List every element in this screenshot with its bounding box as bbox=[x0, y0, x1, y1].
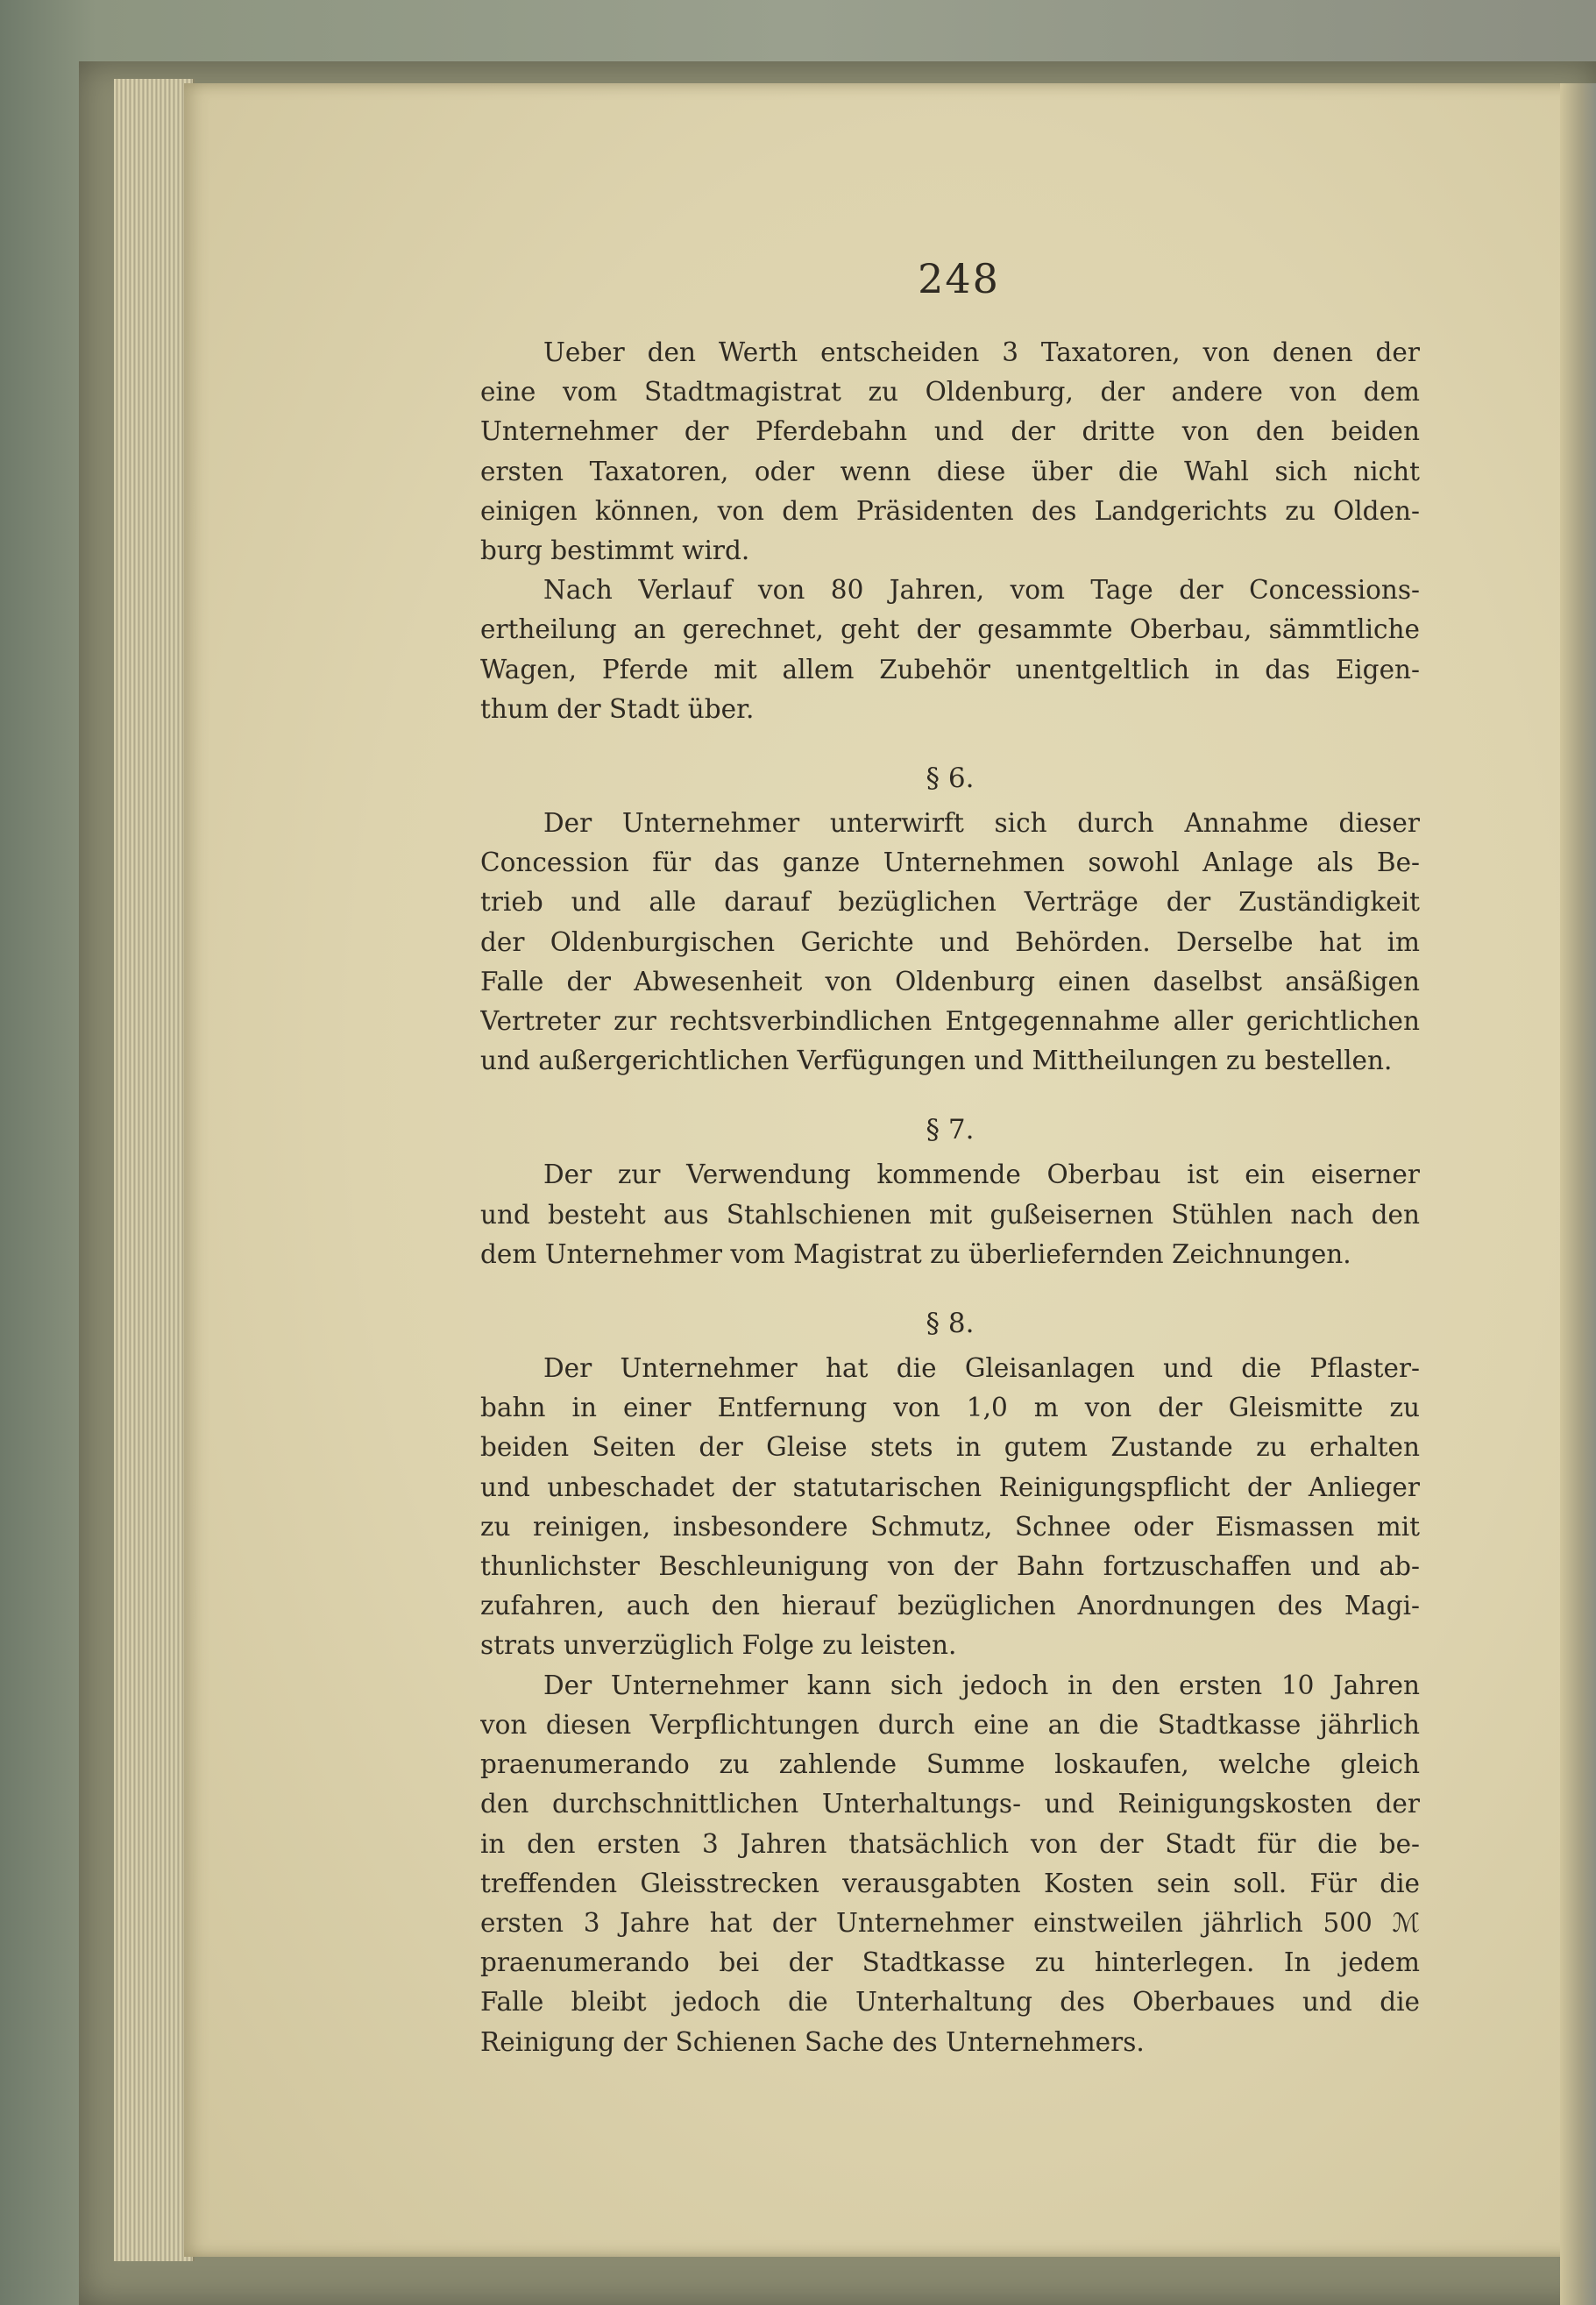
text-line: in den ersten 3 Jahren thatsächlich von der Stadt für die be- bbox=[480, 1828, 1420, 1859]
text-line: Wagen, Pferde mit allem Zubehör unentgeltlich in das Eigen- bbox=[480, 654, 1420, 684]
text-line: trieb und alle darauf bezüglichen Verträge der Zuständigkeit bbox=[480, 887, 1420, 918]
text-line: Nach Verlauf von 80 Jahren, vom Tage der Concessions- bbox=[543, 575, 1420, 606]
text-line: praenumerando zu zahlende Summe loskaufen, welche gleich bbox=[480, 1749, 1420, 1780]
section-heading: § 7. bbox=[926, 1114, 975, 1146]
text-line: und unbeschadet der statutarischen Reinigungspflicht der Anlieger bbox=[480, 1472, 1420, 1502]
paragraph bbox=[480, 1155, 1420, 1274]
paragraph bbox=[480, 1349, 1420, 1666]
text-line: von diesen Verpflichtungen durch eine an die Stadtkasse jährlich bbox=[480, 1709, 1420, 1740]
paragraph bbox=[480, 1666, 1420, 2062]
page-text-block bbox=[480, 252, 1420, 2062]
text-line: Reinigung der Schienen Sache des Unternehmers. bbox=[480, 2026, 1145, 2057]
text-line: einigen können, von dem Präsidenten des Landgerichts zu Olden- bbox=[480, 495, 1420, 526]
text-line: thum der Stadt über. bbox=[480, 693, 755, 724]
text-line: der Oldenburgischen Gerichte und Behörden. Derselbe hat im bbox=[480, 926, 1420, 957]
text-line: Falle der Abwesenheit von Oldenburg einen daselbst ansäßigen bbox=[480, 966, 1420, 996]
text-line: dem Unternehmer vom Magistrat zu überliefernden Zeichnungen. bbox=[480, 1238, 1351, 1269]
text-line: bahn in einer Entfernung von 1,0 m von der Gleismitte zu bbox=[480, 1393, 1420, 1423]
text-line: und außergerichtlichen Verfügungen und Mittheilungen zu bestellen. bbox=[480, 1046, 1393, 1076]
text-line: Ueber den Werth entscheiden 3 Taxatoren, von denen der bbox=[543, 337, 1420, 367]
text-line: Der zur Verwendung kommende Oberbau ist ein eiserner bbox=[543, 1160, 1420, 1190]
text-line: praenumerando bei der Stadtkasse zu hinterlegen. In jedem bbox=[480, 1947, 1420, 1978]
section-heading: § 6. bbox=[926, 762, 975, 795]
paragraph bbox=[480, 804, 1420, 1081]
text-line: strats unverzüglich Folge zu leisten. bbox=[480, 1630, 957, 1661]
text-line: thunlichster Beschleunigung von der Bahn fortzuschaffen und ab- bbox=[480, 1551, 1420, 1582]
text-line: Der Unternehmer hat die Gleisanlagen und die Pflaster- bbox=[543, 1353, 1420, 1384]
text-line: Unternehmer der Pferdebahn und der dritte von den beiden bbox=[480, 416, 1420, 447]
text-line: ersten 3 Jahre hat der Unternehmer einstweilen jährlich 500 ℳ bbox=[480, 1907, 1420, 1938]
section bbox=[480, 1274, 1420, 2062]
text-line: burg bestimmt wird. bbox=[480, 535, 750, 566]
text-line: ersten Taxatoren, oder wenn diese über die Wahl sich nicht bbox=[480, 456, 1420, 486]
section-heading: § 8. bbox=[926, 1308, 975, 1340]
text-line: beiden Seiten der Gleise stets in gutem Zustande zu erhalten bbox=[480, 1432, 1420, 1463]
paragraph bbox=[480, 333, 1420, 571]
text-line: Concession für das ganze Unternehmen sowohl Anlage als Be- bbox=[480, 848, 1420, 878]
text-line: Falle bleibt jedoch die Unterhaltung des Oberbaues und die bbox=[480, 1987, 1420, 2018]
text-line: ertheilung an gerechnet, geht der gesammte Oberbau, sämmtliche bbox=[480, 614, 1420, 645]
section bbox=[480, 1081, 1420, 1274]
text-line: und besteht aus Stahlschienen mit gußeisernen Stühlen nach den bbox=[480, 1199, 1420, 1230]
text-line: Der Unternehmer unterwirft sich durch Annahme dieser bbox=[543, 808, 1420, 839]
text-line: Vertreter zur rechtsverbindlichen Entgegennahme aller gerichtlichen bbox=[480, 1006, 1420, 1037]
page-number: 248 bbox=[918, 255, 1000, 302]
text-line: zu reinigen, insbesondere Schmutz, Schnee oder Eismassen mit bbox=[480, 1511, 1420, 1542]
page-edges bbox=[114, 79, 195, 2261]
text-line: eine vom Stadtmagistrat zu Oldenburg, der andere von dem bbox=[480, 377, 1420, 408]
text-line: zufahren, auch den hierauf bezüglichen Anordnungen des Magi- bbox=[480, 1591, 1420, 1621]
paragraph bbox=[480, 571, 1420, 729]
sections-container bbox=[480, 333, 1420, 2062]
text-line: treffenden Gleisstrecken verausgabten Kosten sein soll. Für die bbox=[480, 1868, 1420, 1898]
text-line: Der Unternehmer kann sich jedoch in den ersten 10 Jahren bbox=[543, 1670, 1420, 1700]
section bbox=[480, 333, 1420, 729]
section bbox=[480, 729, 1420, 1081]
text-line: den durchschnittlichen Unterhaltungs- und Reinigungskosten der bbox=[480, 1789, 1420, 1819]
page-right-edge bbox=[1560, 83, 1596, 2305]
